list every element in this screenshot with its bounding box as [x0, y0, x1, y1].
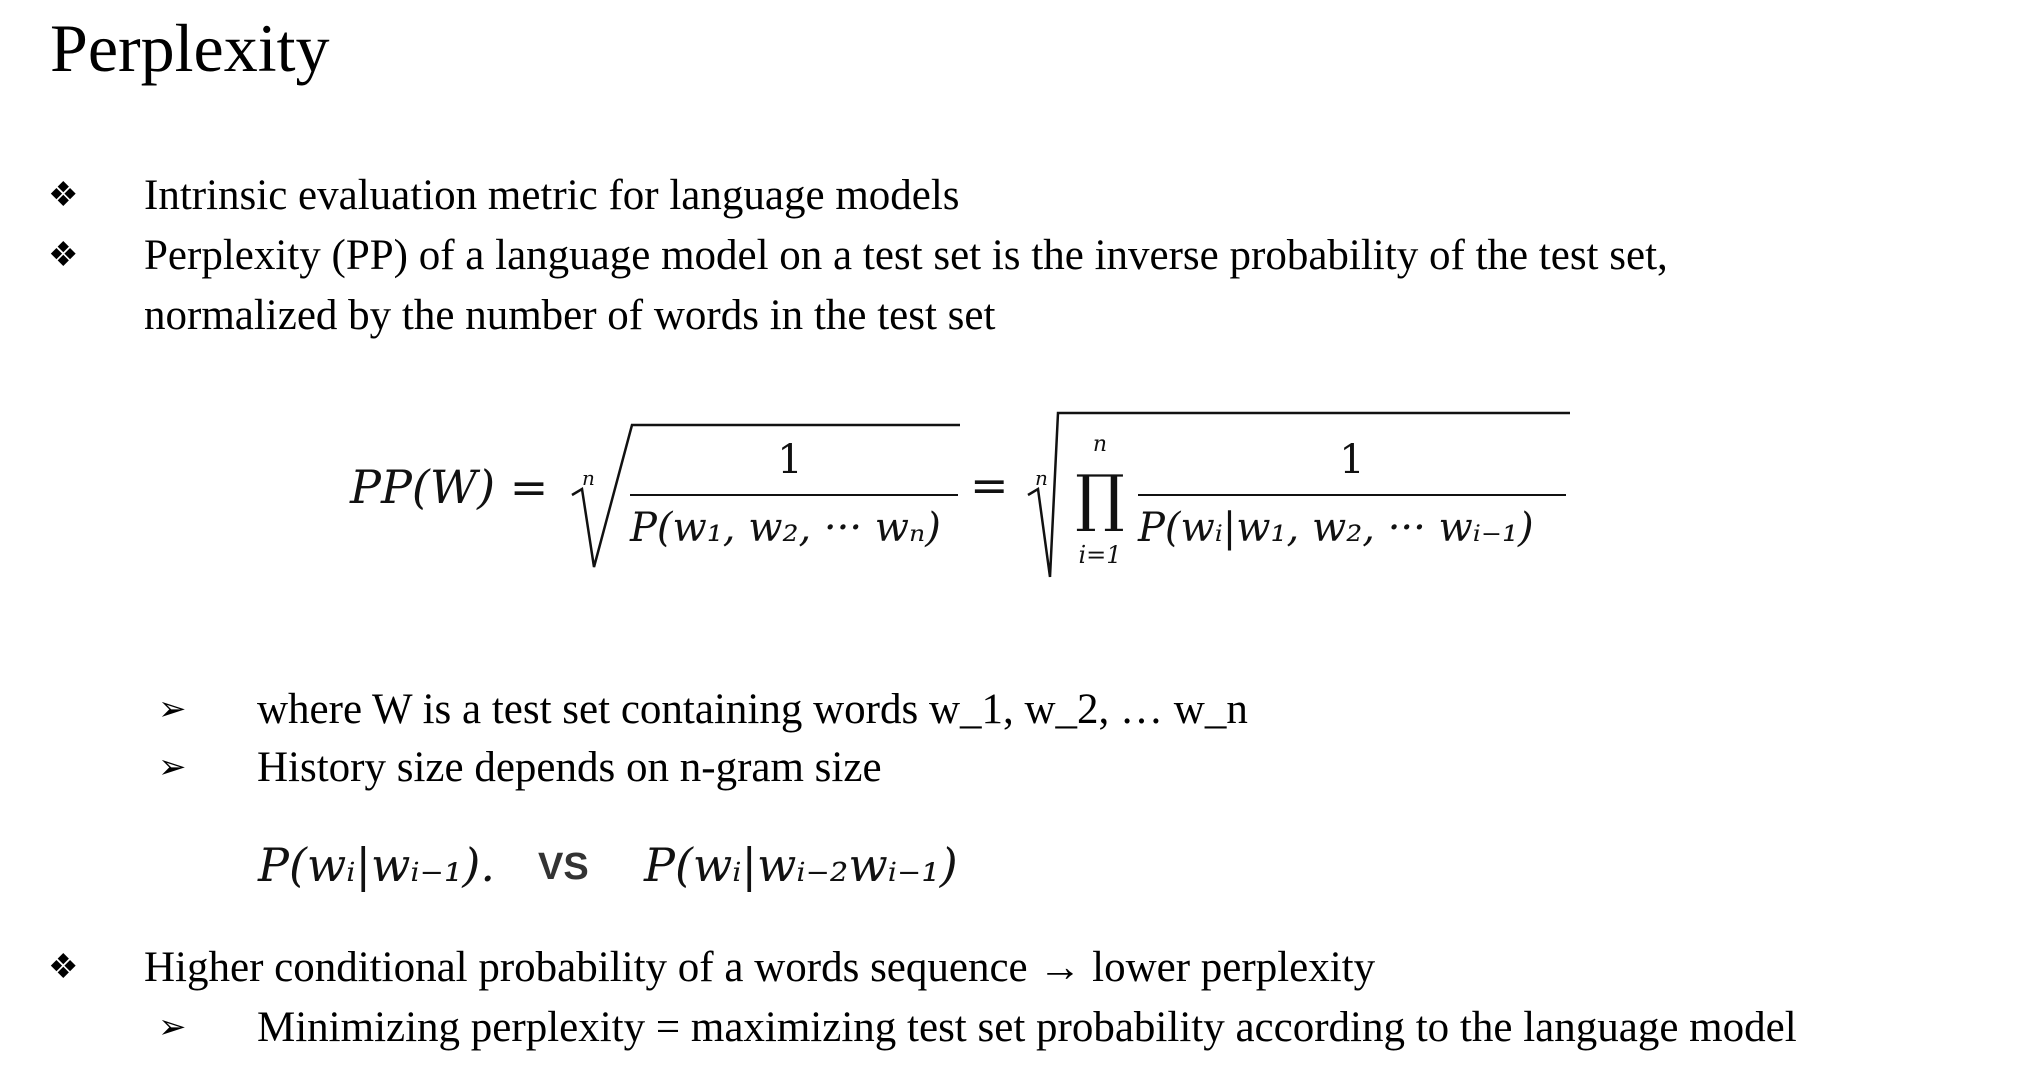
sub-bullet-marker: ➢ [158, 1009, 187, 1046]
vs-label: VS [538, 846, 589, 888]
product-lower-limit: i=1 [1078, 541, 1122, 569]
product-symbol: ∏ [1075, 461, 1125, 534]
fraction-numerator: 1 [1339, 437, 1365, 483]
trigram-probability-formula: P(wᵢ|wᵢ₋₂wᵢ₋₁) [644, 838, 958, 892]
fraction-numerator: 1 [777, 437, 803, 483]
root-index: n [582, 466, 595, 490]
bullet-marker: ❖ [48, 177, 79, 214]
bullet-1-text: Intrinsic evaluation metric for language models [144, 172, 960, 219]
sub-bullet-3-text: Minimizing perplexity = maximizing test set probability according to the language model [257, 1004, 1797, 1051]
equals-sign: = [970, 458, 1009, 512]
sub-bullet-1-text: where W is a test set containing words w_1, w_2, … w_n [257, 686, 1248, 733]
fraction-denominator: P(w₁, w₂, ··· wₙ) [630, 505, 941, 551]
bullet-3-text: Higher conditional probability of a words sequence → lower perplexity [144, 944, 1376, 991]
root-index: n [1035, 466, 1048, 490]
formula-lhs: PP(W) = [350, 460, 549, 514]
sub-bullet-marker: ➢ [158, 749, 187, 786]
fraction-denominator: P(wᵢ|w₁, w₂, ··· wᵢ₋₁) [1138, 505, 1534, 551]
perplexity-formula [330, 395, 1620, 595]
product-upper-limit: n [1092, 432, 1108, 457]
bigram-probability-formula: P(wᵢ|wᵢ₋₁). [258, 838, 495, 892]
bullet-marker: ❖ [48, 949, 79, 986]
bullet-2-text-line-1: Perplexity (PP) of a language model on a test set is the inverse probability of the test set, [144, 232, 1668, 279]
page-title: Perplexity [50, 10, 330, 86]
sub-bullet-marker: ➢ [158, 691, 187, 728]
bullet-marker: ❖ [48, 237, 79, 274]
sub-bullet-2-text: History size depends on n-gram size [257, 744, 882, 791]
bullet-2-text-line-2: normalized by the number of words in the test set [144, 292, 996, 339]
